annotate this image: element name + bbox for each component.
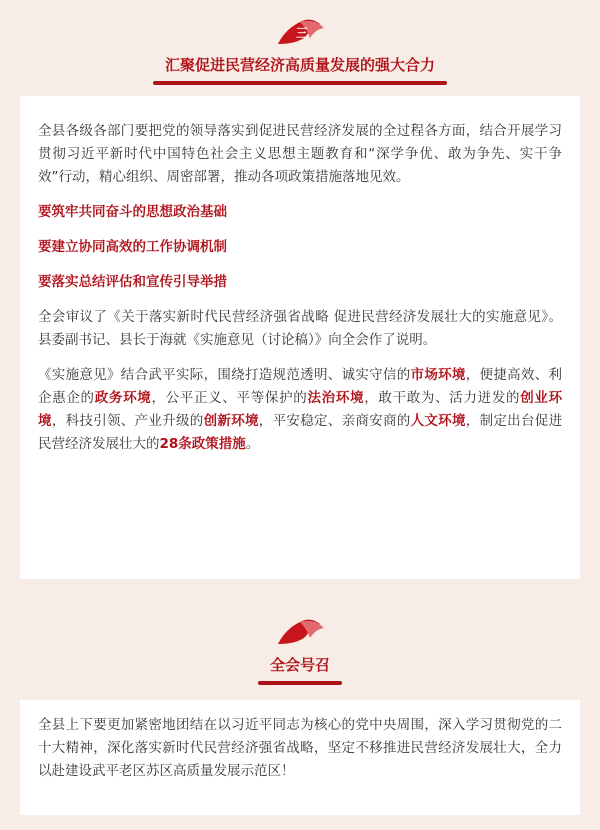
red-flag-icon <box>270 614 330 648</box>
key-point-1: 要筑牢共同奋斗的思想政治基础 <box>38 204 227 220</box>
section1-heading-text: 汇聚促进民营经济高质量发展的强大合力 <box>164 56 435 74</box>
paragraph-opinion <box>38 364 562 456</box>
text-segment: ，平安稳定、亲商安商的 <box>258 413 411 429</box>
section2-heading-text: 全会号召 <box>269 656 330 674</box>
text-segment: ，便捷高效、利企惠企的 <box>38 367 563 406</box>
paragraph-intro: 全县各级各部门要把党的领导落实到促进民营经济发展的全过程各方面，结合开展学习贯彻习近平新时代中国特色社会主义思想主题教育和“深学争优、敢为争先、实干争效”行动，精心组织、周密部署，推动各项政策措施落地见效。 <box>38 123 562 185</box>
heading-underline <box>258 681 342 685</box>
red-flag-icon <box>270 14 330 48</box>
text-segment: ，公平正义、平等保护的 <box>151 390 308 406</box>
text-segment: ，制定出台促进民营经济发展壮大的 <box>38 413 563 452</box>
key-point-3: 要落实总结评估和宣传引导举措 <box>38 274 227 290</box>
text-segment: ，敢干敢为、活力迸发的 <box>364 390 521 406</box>
section1-header <box>0 14 600 84</box>
paragraph-review: 全会审议了《关于落实新时代民营经济强省战略 促进民营经济发展壮大的实施意见》。县委副书记、县长于海就《实施意见（讨论稿）》向全会作了说明。 <box>38 309 562 348</box>
key-point-2: 要建立协同高效的工作协调机制 <box>38 239 227 255</box>
text-segment: 。 <box>245 436 260 452</box>
highlight-government: 政务环境 <box>94 390 152 406</box>
text-segment: 《实施意见》结合武平实际，围绕打造规范透明、诚实守信的 <box>38 367 411 383</box>
section1-heading <box>155 48 445 84</box>
highlight-innovation: 创新环境 <box>203 413 259 429</box>
highlight-policies: 28条政策措施 <box>159 436 246 452</box>
highlight-culture: 人文环境 <box>410 413 466 429</box>
section2-heading <box>260 648 340 684</box>
section2-header <box>0 614 600 684</box>
text-segment: ，科技引领、产业升级的 <box>51 413 204 429</box>
flag-number: 三 <box>296 26 309 40</box>
paragraph-call: 全县上下要更加紧密地团结在以习近平同志为核心的党中央周围，深入学习贯彻党的二十大精神，深化落实新时代民营经济强省战略，坚定不移推进民营经济发展壮大，全力以赴建设武平老区苏区高质量发展示范区！ <box>38 717 562 779</box>
highlight-startup: 创业环境 <box>38 390 563 429</box>
content-card-2 <box>20 700 580 815</box>
content-card-1 <box>20 96 580 579</box>
highlight-law: 法治环境 <box>307 390 365 406</box>
heading-underline <box>153 81 447 85</box>
highlight-market: 市场环境 <box>410 367 466 383</box>
